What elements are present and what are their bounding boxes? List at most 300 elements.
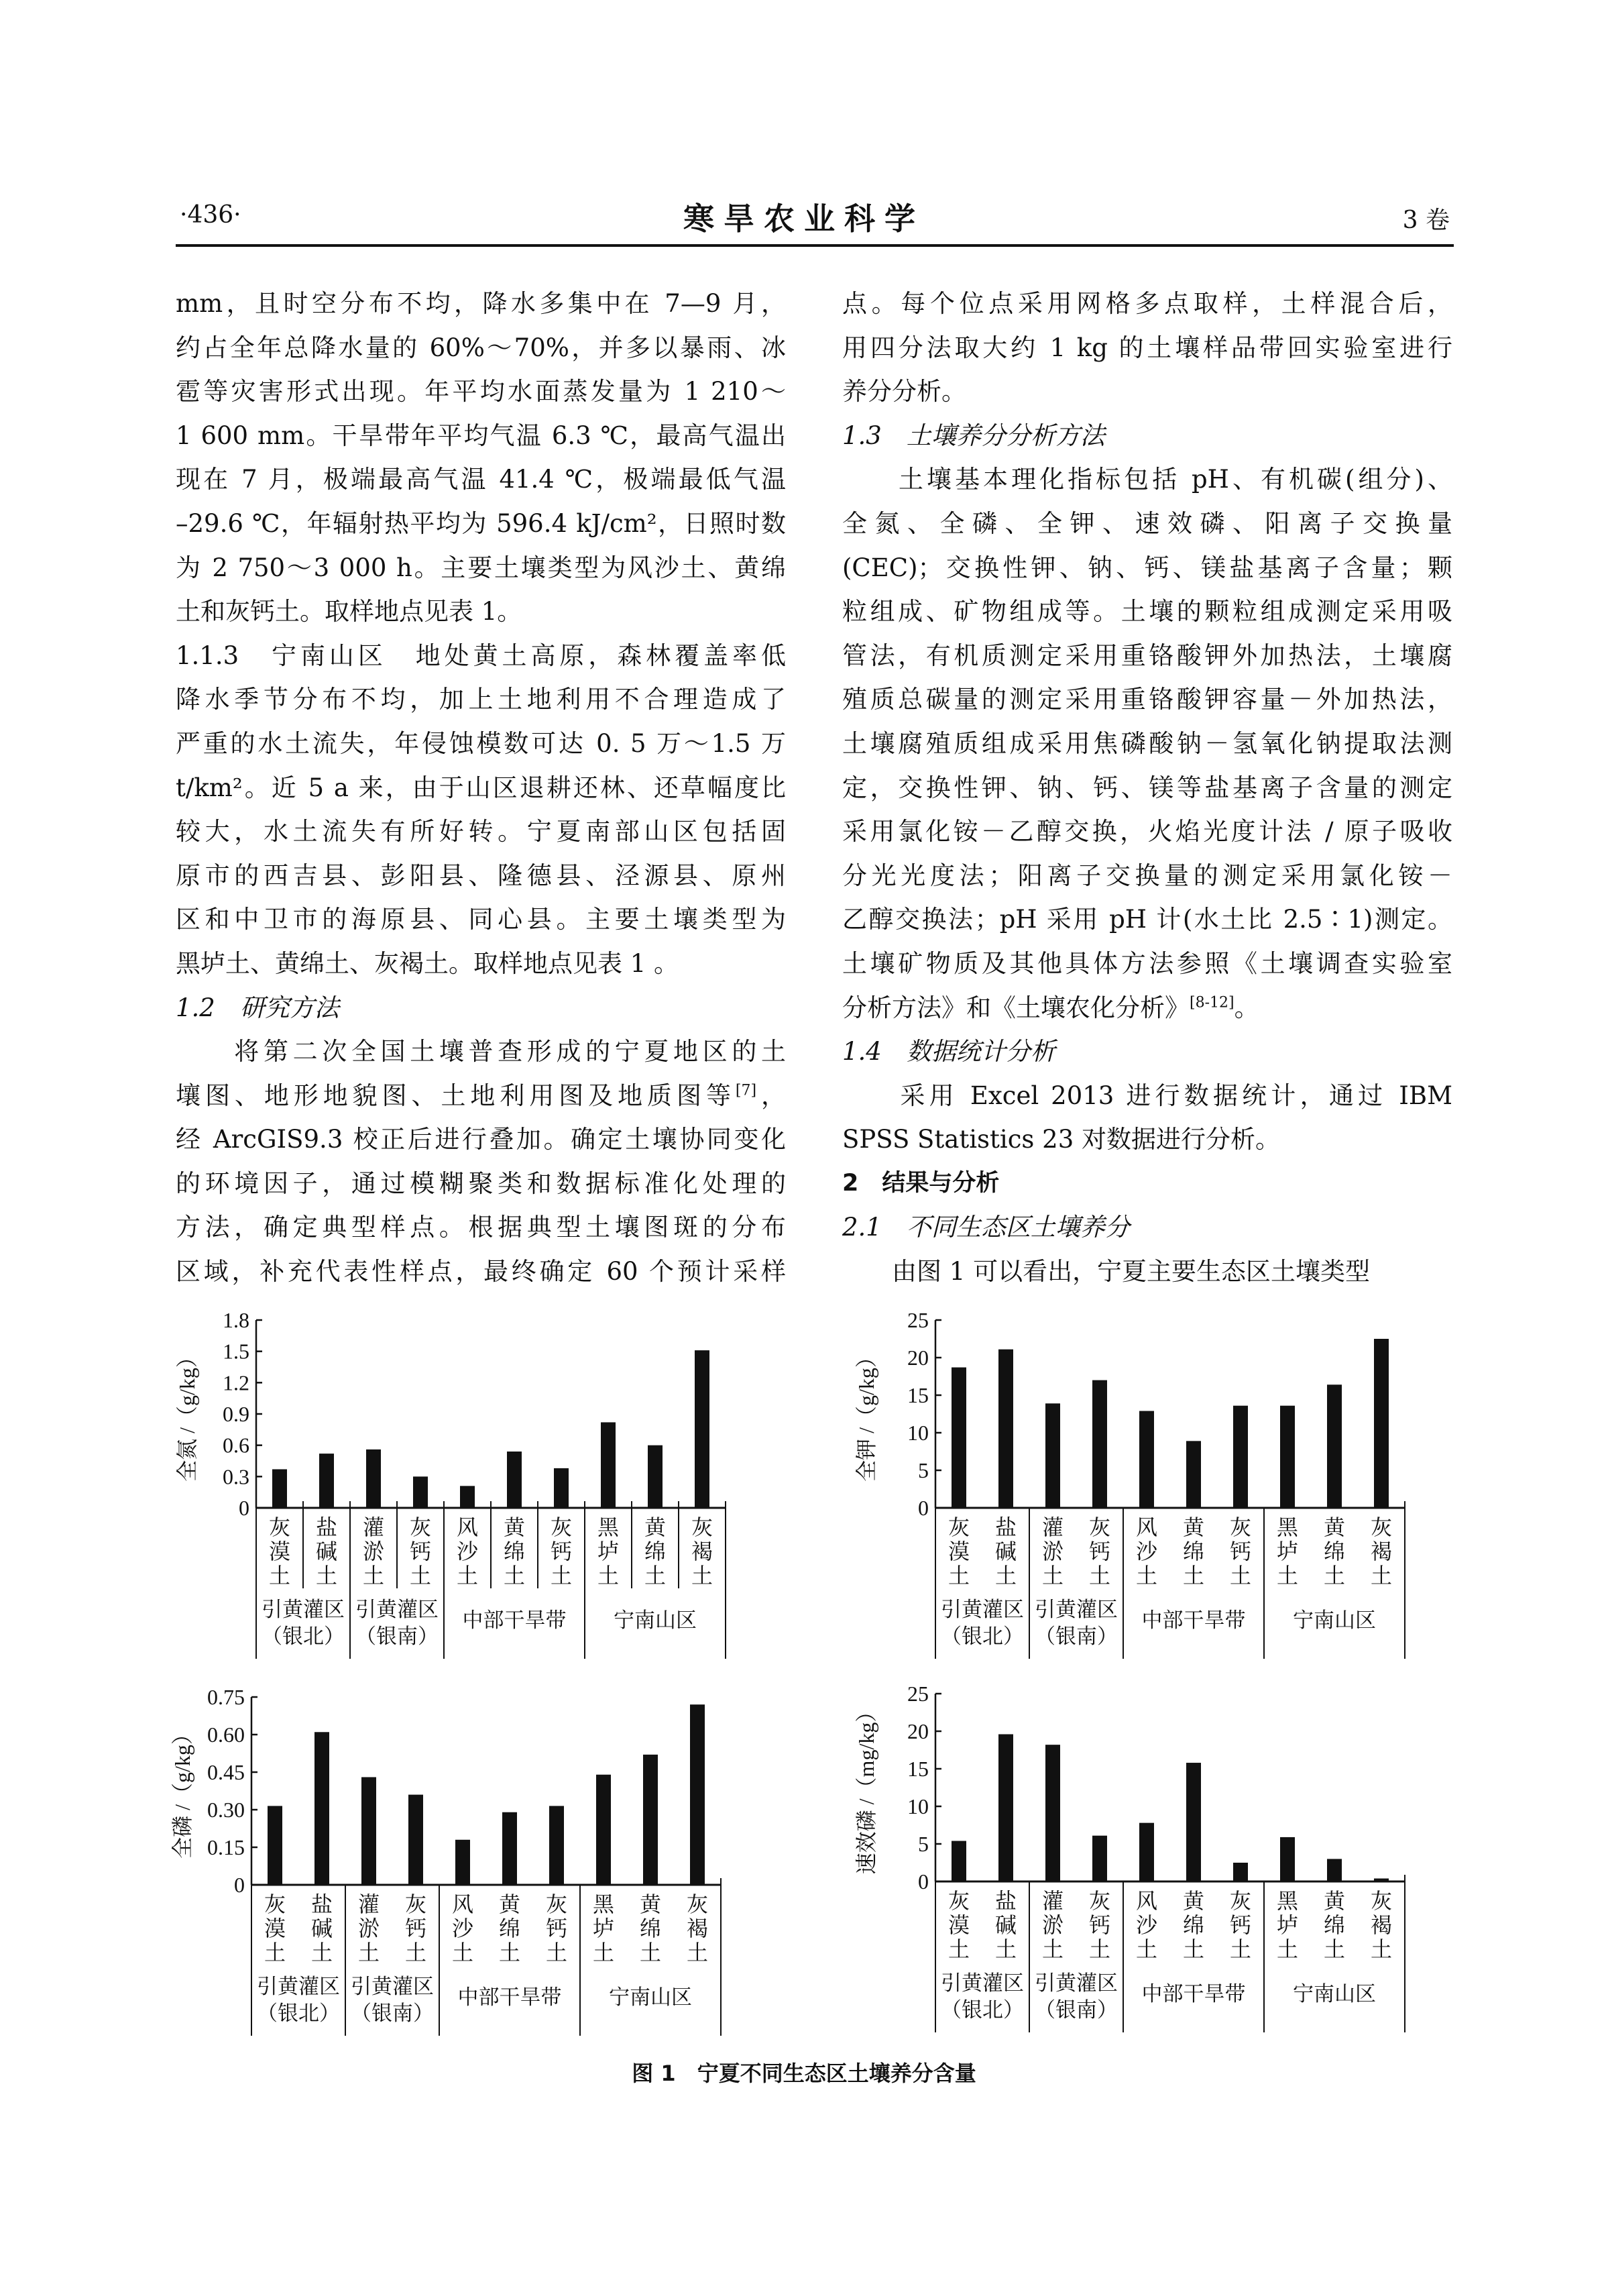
category-label-char: 土 [1276,1564,1299,1588]
category-label-char: 土 [357,1940,380,1965]
category-label-char: 沙 [451,1916,474,1940]
category-label-char: 灰 [545,1892,568,1916]
category-label-char: 土 [1229,1564,1252,1588]
text-line [842,810,1452,854]
text-line [842,370,1452,414]
group-label: 中部干旱带 [1141,1982,1246,2006]
text-line-content: 点。每个位点采用网格多点取样，土样混合后， [842,289,1452,318]
category-label-char: 黄 [498,1892,521,1916]
category-label-char: 漠 [264,1916,286,1940]
category-label-char: 灌 [1041,1889,1064,1913]
bar-黄绵土 [648,1445,663,1508]
category-label-char: 淤 [1041,1539,1064,1564]
group-label: （银南） [1035,1625,1118,1648]
text-line-content: 定，交换性钾、钠、钙、镁等盐基离子含量的测定 [842,773,1452,802]
category-label-char: 土 [545,1940,568,1965]
group-label: 引黄灌区 [941,1598,1024,1621]
bar-风沙土 [455,1840,470,1885]
category-label-char: 绵 [1182,1539,1205,1564]
group-label: 引黄灌区 [941,1971,1024,1995]
text-line-content: 土和灰钙土。取样地点见表 1。 [176,597,522,626]
category-label-char: 淤 [1041,1913,1064,1937]
section-heading [176,986,786,1030]
group-label: （银北） [941,1625,1024,1648]
text-line [176,326,786,370]
category-label-char: 土 [362,1564,385,1588]
category-label-char: 土 [947,1937,970,1961]
category-label-char: 盐 [310,1892,333,1916]
text-line-tail: 。 [1234,993,1259,1022]
page-number: ·436· [180,201,241,229]
y-axis-label: 速效磷 /（mg/kg） [854,1700,878,1875]
category-label-char: 土 [597,1564,620,1588]
y-tick-label: 10 [907,1794,929,1818]
category-label-char: 土 [1135,1564,1158,1588]
text-line [176,282,786,326]
bar-盐碱土 [319,1454,334,1508]
y-axis-label: 全钾 /（g/kg） [854,1346,878,1482]
bar-风沙土 [1139,1411,1154,1508]
bar-灰钙土 [549,1806,564,1885]
text-line [176,942,786,986]
section-heading [842,414,1452,458]
text-line-tail: ， [756,1081,786,1110]
bar-灰钙土 [1233,1406,1248,1508]
text-line-content: 1.4 数据统计分析 [842,1037,1055,1067]
category-label-char: 灰 [1370,1889,1393,1913]
y-tick-label: 0.15 [207,1835,245,1859]
category-label-char: 灰 [691,1515,713,1539]
category-label-char: 绵 [498,1916,521,1940]
category-label-char: 灰 [264,1892,286,1916]
category-label-char: 钙 [550,1539,573,1564]
category-label-char: 绵 [1323,1913,1346,1937]
bar-灰钙土 [1092,1380,1107,1508]
group-label: 引黄灌区 [351,1975,434,1998]
category-label-char: 土 [1041,1564,1064,1588]
bar-灰褐土 [1374,1339,1389,1508]
text-line-content: 由图 1 可以看出，宁夏主要生态区土壤类型 [842,1257,1371,1287]
category-label-char: 黄 [1182,1515,1205,1539]
category-label-char: 盐 [315,1515,338,1539]
category-label-char: 灰 [1229,1889,1252,1913]
text-line-content: 土壤矿物质及其他具体方法参照《土壤调查实验室 [842,948,1452,978]
category-label-char: 土 [639,1940,662,1965]
category-label-char: 淤 [362,1539,385,1564]
group-label: 引黄灌区 [1035,1971,1118,1995]
figure-caption: 图 1 宁夏不同生态区土壤养分含量 [632,2061,976,2086]
y-axis-label: 全氮 /（g/kg） [175,1346,199,1482]
category-label-char: 盐 [994,1889,1017,1913]
text-line [176,370,786,414]
category-label-char: 碱 [994,1913,1017,1937]
category-label-char: 土 [409,1564,432,1588]
category-label-char: 钙 [1229,1913,1252,1937]
text-line [176,502,786,546]
category-label-char: 土 [686,1940,709,1965]
category-label-char: 钙 [1088,1913,1111,1937]
y-tick-label: 0.3 [223,1464,249,1489]
category-label-char: 黄 [1323,1515,1346,1539]
text-line-content: 1.3 土壤养分分析方法 [842,421,1105,450]
text-line-content: 2 结果与分析 [842,1169,1000,1197]
bar-灰褐土 [1374,1879,1389,1881]
text-line-content: 1.1.3 宁南山区 地处黄土高原，森林覆盖率低 [176,641,786,670]
text-line [176,414,786,458]
bar-黄绵土 [1186,1763,1201,1881]
text-line [842,546,1452,590]
y-tick-label: 0.60 [207,1723,245,1747]
group-label: （银北） [257,2002,340,2025]
category-label-char: 黑 [592,1892,615,1916]
bar-灰钙土 [413,1476,428,1508]
category-label-char: 土 [404,1940,427,1965]
category-label-char: 绵 [639,1916,662,1940]
category-label-char: 钙 [1229,1539,1252,1564]
category-label-char: 黄 [1182,1889,1205,1913]
category-label-char: 绵 [644,1539,667,1564]
bar-灰钙土 [1233,1863,1248,1881]
category-label-char: 灰 [409,1515,432,1539]
text-line-content: 方法，确定典型样点。根据典型土壤图斑的分布 [176,1213,786,1242]
text-line [842,1074,1452,1118]
text-line-content: 区和中卫市的海原县、同心县。主要土壤类型为 [176,905,786,934]
text-line-content: 雹等灾害形式出现。年平均水面蒸发量为 1 210～ [176,377,786,406]
category-label-char: 土 [1323,1564,1346,1588]
group-label: 中部干旱带 [1141,1608,1246,1632]
category-label-char: 褐 [691,1539,713,1564]
text-line-content: –29.6 ℃，年辐射热平均为 596.4 kJ/cm²，日照时数 [176,508,786,538]
category-label-char: 土 [268,1564,291,1588]
group-label: （银南） [351,2002,434,2025]
category-label-char: 土 [1276,1937,1299,1961]
group-label: 中部干旱带 [462,1608,567,1632]
text-line [842,942,1452,986]
category-label-char: 土 [498,1940,521,1965]
y-tick-label: 0.9 [223,1402,249,1426]
text-line [176,590,786,634]
bar-黑垆土 [601,1422,616,1508]
text-line [842,282,1452,326]
chart-total-phosphorus [151,1684,795,2059]
bar-灰钙土 [408,1795,423,1885]
bar-黄绵土 [1327,1384,1342,1508]
category-label-char: 漠 [947,1913,970,1937]
bar-盐碱土 [314,1732,329,1885]
text-line-content: 采用氯化铵－乙醇交换，火焰光度计法 / 原子吸收 [842,817,1452,846]
bar-灌淤土 [1045,1403,1060,1508]
volume-label: 3 卷 [1402,207,1450,234]
category-label-char: 风 [1135,1889,1158,1913]
text-line-content: 为 2 750～3 000 h。主要土壤类型为风沙土、黄绵 [176,553,786,582]
category-label-char: 灌 [1041,1515,1064,1539]
text-line [176,1250,786,1294]
category-label-char: 碱 [994,1539,1017,1564]
text-line [176,634,786,678]
text-line [176,1205,786,1250]
journal-title: 寒旱农业科学 [683,201,925,237]
text-line-content: 采用 Excel 2013 进行数据统计，通过 IBM [842,1081,1452,1110]
category-label-char: 褐 [1370,1913,1393,1937]
y-tick-label: 0.6 [223,1433,249,1458]
category-label-char: 土 [1370,1564,1393,1588]
bar-盐碱土 [998,1350,1013,1508]
text-line-content: mm，且时空分布不均，降水多集中在 7—9 月， [176,289,786,318]
category-label-char: 淤 [357,1916,380,1940]
text-line [176,766,786,810]
text-line [842,1250,1452,1294]
category-label-char: 垆 [1276,1913,1299,1937]
y-tick-label: 5 [918,1832,929,1856]
category-label-char: 灰 [947,1515,970,1539]
group-label: （银南） [1035,1998,1118,2022]
category-label-char: 灌 [357,1892,380,1916]
y-tick-label: 0.45 [207,1760,245,1784]
bar-风沙土 [460,1486,475,1508]
text-line [176,677,786,722]
text-line-content: 的环境因子，通过模糊聚类和数据标准化处理的 [176,1168,786,1198]
category-label-char: 土 [691,1564,713,1588]
text-line-content: 1 600 mm。干旱带年平均气温 6.3 ℃，最高气温出 [176,421,786,450]
category-label-char: 沙 [1135,1913,1158,1937]
category-label-char: 土 [994,1564,1017,1588]
bar-黑垆土 [1280,1837,1295,1881]
chart-total-nitrogen [156,1307,799,1682]
bar-灰漠土 [268,1806,282,1885]
category-label-char: 黑 [1276,1889,1299,1913]
group-label: 宁南山区 [614,1608,697,1632]
text-line [842,590,1452,634]
text-line-content: 壤图、地形地貌图、土地利用图及地质图等 [176,1081,736,1110]
category-label-char: 钙 [1088,1539,1111,1564]
y-tick-label: 0 [234,1873,245,1897]
text-line [176,1162,786,1206]
category-label-char: 绵 [1323,1539,1346,1564]
category-label-char: 灰 [1088,1889,1111,1913]
category-label-char: 褐 [686,1916,709,1940]
category-label-char: 黑 [1276,1515,1299,1539]
bar-黑垆土 [1280,1406,1295,1508]
citation-ref[interactable]: [7] [735,1082,757,1099]
category-label-char: 垆 [1276,1539,1299,1564]
category-label-char: 垆 [597,1539,620,1564]
chart-available-phosphorus [835,1680,1479,2056]
category-label-char: 黄 [503,1515,526,1539]
text-line-content: 较大，水土流失有所好转。宁夏南部山区包括固 [176,817,786,846]
bar-盐碱土 [998,1734,1013,1881]
y-tick-label: 25 [907,1308,929,1332]
text-line-content: 土壤腐殖质组成采用焦磷酸钠－氢氧化钠提取法测 [842,728,1452,758]
category-label-char: 垆 [592,1916,615,1940]
text-line [176,1074,786,1118]
category-label-char: 土 [1323,1937,1346,1961]
category-label-char: 土 [550,1564,573,1588]
y-tick-label: 20 [907,1719,929,1743]
text-line [842,766,1452,810]
y-tick-label: 0.30 [207,1798,245,1822]
text-line-content: 管法，有机质测定采用重铬酸钾外加热法，土壤腐 [842,641,1452,670]
bar-灰褐土 [690,1704,705,1885]
bar-灌淤土 [361,1777,376,1885]
text-line [176,810,786,854]
group-label: 引黄灌区 [262,1598,345,1621]
category-label-char: 土 [1182,1937,1205,1961]
category-label-char: 灰 [1229,1515,1252,1539]
category-label-char: 灰 [686,1892,709,1916]
bar-灌淤土 [1045,1745,1060,1881]
bar-灰漠土 [952,1841,966,1881]
y-tick-label: 0 [239,1496,249,1520]
category-label-char: 土 [1088,1564,1111,1588]
text-line-content: 将第二次全国土壤普查形成的宁夏地区的土 [176,1037,786,1067]
category-label-char: 灰 [947,1889,970,1913]
y-axis-label: 全磷 /（g/kg） [170,1723,194,1859]
text-line [842,326,1452,370]
category-label-char: 绵 [1182,1913,1205,1937]
text-line [176,854,786,898]
group-label: 宁南山区 [1293,1982,1376,2006]
text-line-content: 1.2 研究方法 [176,993,339,1022]
group-label: 宁南山区 [1293,1608,1376,1632]
category-label-char: 土 [315,1564,338,1588]
category-label-char: 碱 [315,1539,338,1564]
category-label-char: 灰 [550,1515,573,1539]
category-label-char: 土 [456,1564,479,1588]
right-text-column [842,282,1452,1294]
text-line [176,722,786,766]
bar-灰钙土 [554,1468,569,1508]
text-line [176,1117,786,1162]
category-label-char: 沙 [1135,1539,1158,1564]
category-label-char: 漠 [947,1539,970,1564]
text-line [176,457,786,502]
category-label-char: 风 [451,1892,474,1916]
bar-灰钙土 [1092,1836,1107,1881]
category-label-char: 灰 [1088,1515,1111,1539]
y-tick-label: 1.5 [223,1339,249,1364]
bar-灰漠土 [952,1368,966,1508]
category-label-char: 土 [1182,1564,1205,1588]
bar-黄绵土 [502,1812,517,1885]
bar-黄绵土 [507,1452,522,1508]
text-line [842,457,1452,502]
category-label-char: 土 [1135,1937,1158,1961]
text-line-content: 经 ArcGIS9.3 校正后进行叠加。确定土壤协同变化 [176,1125,786,1154]
category-label-char: 风 [456,1515,479,1539]
section-heading [842,1162,1452,1206]
citation-ref[interactable]: [8-12] [1190,994,1234,1012]
text-line-content: SPSS Statistics 23 对数据进行分析。 [842,1125,1281,1154]
bar-灰褐土 [695,1350,709,1508]
header-rule [176,244,1454,247]
text-line-content: 黑垆土、黄绵土、灰褐土。取样地点见表 1 。 [176,948,679,978]
y-tick-label: 1.8 [223,1308,249,1332]
text-line [176,897,786,942]
text-line-content: 区域，补充代表性样点，最终确定 60 个预计采样 [176,1257,786,1287]
y-tick-label: 0 [918,1496,929,1520]
category-label-char: 黑 [597,1515,620,1539]
category-label-char: 灰 [1370,1515,1393,1539]
category-label-char: 土 [994,1937,1017,1961]
text-line [842,722,1452,766]
section-heading [842,1030,1452,1074]
bar-黄绵土 [643,1755,658,1885]
category-label-char: 黄 [644,1515,667,1539]
bar-灌淤土 [366,1450,381,1508]
category-label-char: 土 [451,1940,474,1965]
category-label-char: 土 [1088,1937,1111,1961]
y-tick-label: 15 [907,1383,929,1407]
text-line-content: 殖质总碳量的测定采用重铬酸钾容量－外加热法， [842,685,1452,714]
category-label-char: 盐 [994,1515,1017,1539]
y-tick-label: 1.2 [223,1370,249,1395]
y-tick-label: 25 [907,1682,929,1706]
bar-灰漠土 [272,1469,287,1508]
text-line [842,502,1452,546]
y-tick-label: 0 [918,1869,929,1894]
category-label-char: 灰 [268,1515,291,1539]
chart-total-potassium [835,1307,1479,1682]
bar-黄绵土 [1186,1441,1201,1508]
group-label: （银北） [941,1998,1024,2022]
category-label-char: 漠 [268,1539,291,1564]
category-label-char: 黄 [639,1892,662,1916]
text-line [842,897,1452,942]
category-label-char: 土 [592,1940,615,1965]
text-line-content: 严重的水土流失，年侵蚀模数可达 0. 5 万～1.5 万 [176,728,786,758]
category-label-char: 钙 [404,1916,427,1940]
category-label-char: 黄 [1323,1889,1346,1913]
category-label-char: 土 [1229,1937,1252,1961]
text-line-content: 养分分析。 [842,377,966,406]
category-label-char: 褐 [1370,1539,1393,1564]
bar-黄绵土 [1327,1859,1342,1881]
text-line-content: 降水季节分布不均，加上土地利用不合理造成了 [176,685,786,714]
category-label-char: 碱 [310,1916,333,1940]
bar-黑垆土 [596,1775,611,1885]
y-tick-label: 10 [907,1421,929,1445]
text-line-content: 乙醇交换法；pH 采用 pH 计(水土比 2.5∶1)测定。 [842,905,1452,934]
category-label-char: 土 [310,1940,333,1965]
text-line [842,854,1452,898]
group-label: 引黄灌区 [1035,1598,1118,1621]
text-line-content: 现在 7 月，极端最高气温 41.4 ℃，极端最低气温 [176,465,786,494]
category-label-char: 钙 [409,1539,432,1564]
text-line [176,1030,786,1074]
text-line-content: t/km²。近 5 a 来，由于山区退耕还林、还草幅度比 [176,773,786,802]
category-label-char: 土 [264,1940,286,1965]
y-tick-label: 20 [907,1346,929,1370]
text-line-content: 原市的西吉县、彭阳县、隆德县、泾源县、原州 [176,861,786,890]
bar-风沙土 [1139,1823,1154,1881]
category-label-char: 土 [644,1564,667,1588]
group-label: 中部干旱带 [457,1985,562,2009]
category-label-char: 灌 [362,1515,385,1539]
text-line [842,1117,1452,1162]
text-line-content: 分光光度法；阳离子交换量的测定采用氯化铵－ [842,861,1452,890]
text-line-content: 土壤基本理化指标包括 pH、有机碳(组分)、 [842,465,1452,494]
text-line-content: 约占全年总降水量的 60%～70%，并多以暴雨、冰 [176,333,786,362]
text-line-content: 分析方法》和《土壤农化分析》 [842,993,1190,1022]
y-tick-label: 15 [907,1757,929,1781]
group-label: 引黄灌区 [257,1975,340,1998]
category-label-char: 土 [947,1564,970,1588]
text-line-content: (CEC)；交换性钾、钠、钙、镁盐基离子含量；颗 [842,553,1452,582]
text-line-content: 用四分法取大约 1 kg 的土壤样品带回实验室进行 [842,333,1452,362]
text-line-content: 全氮、全磷、全钾、速效磷、阳离子交换量 [842,508,1452,538]
category-label-char: 土 [503,1564,526,1588]
category-label-char: 风 [1135,1515,1158,1539]
